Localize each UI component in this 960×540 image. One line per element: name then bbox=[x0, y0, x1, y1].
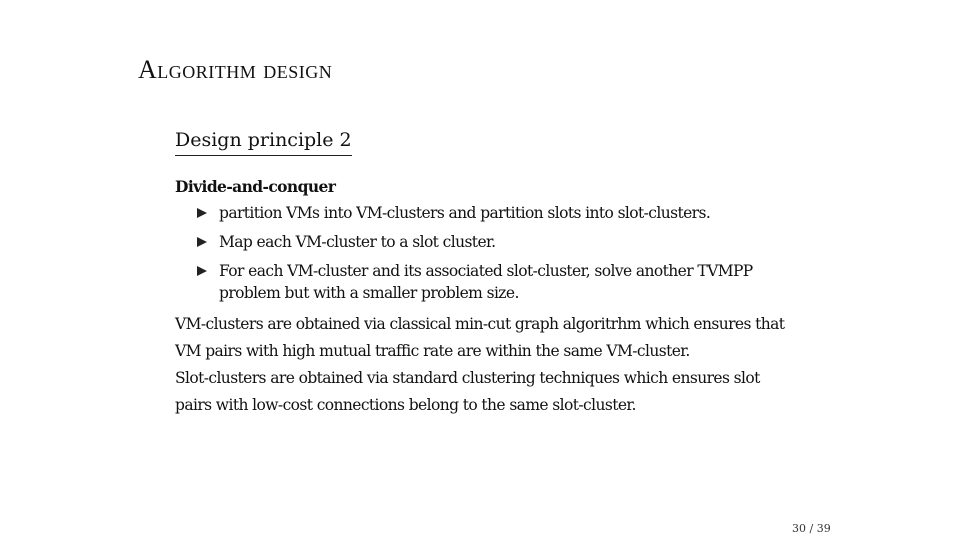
page-number: 30 / 39 bbox=[792, 522, 831, 535]
triangle-bullet-icon bbox=[197, 208, 207, 218]
slide-title: Algorithm design bbox=[138, 55, 333, 84]
bullet-item bbox=[175, 260, 795, 304]
block-title: Design principle 2 bbox=[175, 129, 352, 156]
bullet-text: partition VMs into VM-clusters and partition slots into slot-clusters. bbox=[219, 204, 711, 222]
subheading: Divide-and-conquer bbox=[175, 177, 336, 196]
triangle-bullet-icon bbox=[197, 266, 207, 276]
bullet-item bbox=[175, 231, 795, 253]
bullet-item bbox=[175, 202, 795, 224]
triangle-bullet-icon bbox=[197, 237, 207, 247]
bullet-list bbox=[175, 202, 795, 304]
slide-content bbox=[175, 175, 795, 419]
paragraph-slot-clusters: Slot-clusters are obtained via standard clustering techniques which ensures slot pairs with low-cost connections belong to the same slot-cluster. bbox=[175, 369, 760, 414]
bullet-text: For each VM-cluster and its associated slot-cluster, solve another TVMPP problem but with a smaller problem size. bbox=[219, 262, 753, 302]
paragraph-vm-clusters: VM-clusters are obtained via classical min-cut graph algoritrhm which ensures that VM pairs with high mutual traffic rate are within the same VM-cluster. bbox=[175, 315, 785, 360]
bullet-text: Map each VM-cluster to a slot cluster. bbox=[219, 233, 496, 251]
